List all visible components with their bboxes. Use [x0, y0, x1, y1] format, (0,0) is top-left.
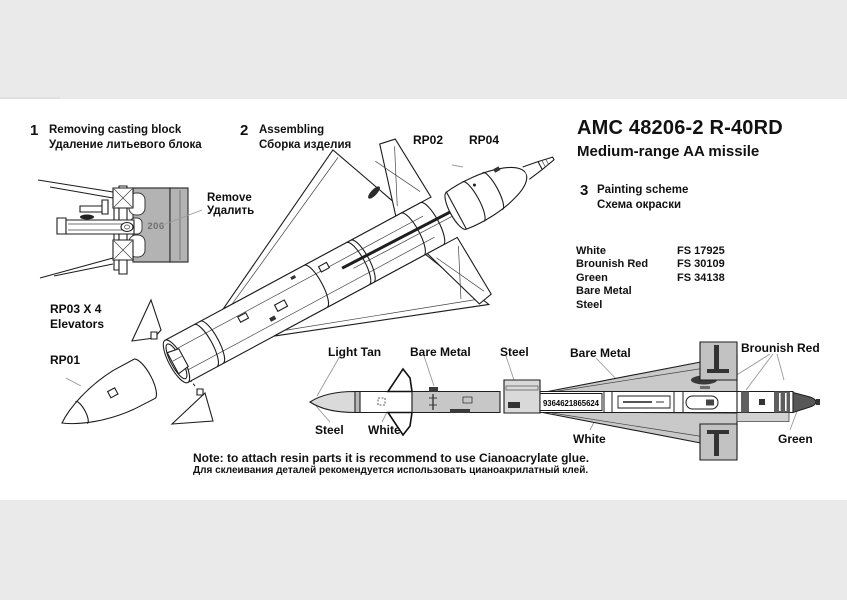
green-label: Green — [778, 432, 813, 446]
step1-title-ru: Удаление литьевого блока — [49, 138, 202, 151]
light-tan-label: Light Tan — [328, 345, 382, 359]
paint-fs-code: FS 30109 — [677, 258, 725, 271]
green-nozzle-cone — [793, 393, 816, 413]
white-bottom-right-label: White — [573, 432, 606, 446]
step3-title-ru: Схема окраски — [597, 198, 682, 211]
paint-name: Brounish Red — [576, 258, 649, 271]
nose-cone-part — [50, 353, 161, 443]
paint-table — [576, 245, 725, 312]
canard-top — [388, 369, 412, 392]
rp04-leader-line — [452, 165, 463, 167]
white-bottom-left-label: White — [368, 423, 401, 437]
kit-subtitle: Medium-range AA missile — [577, 143, 760, 160]
nose-light-tan — [310, 392, 355, 413]
elevator-fin-part — [172, 393, 213, 424]
rear-lower-slab — [737, 413, 789, 422]
brounish-red-band — [741, 392, 749, 413]
bare-metal-right-leader — [596, 358, 617, 380]
steel-fairing — [504, 380, 540, 413]
step2-title-ru: Сборка изделия — [259, 138, 352, 151]
step2-number: 2 — [240, 122, 249, 139]
step2-title-en: Assembling — [259, 124, 325, 136]
paint-name: Steel — [576, 298, 603, 311]
serial-number: 9364621865624 — [543, 399, 600, 408]
paint-row — [576, 299, 725, 312]
light-tan-leader — [317, 356, 340, 396]
glue-note — [193, 451, 590, 477]
forward-white-section — [360, 392, 412, 413]
step1-number: 1 — [30, 122, 39, 139]
paint-row — [576, 285, 725, 298]
nose-steel-ring — [355, 392, 360, 413]
rp03-elevators: Elevators — [50, 317, 105, 331]
glue-note-en: Note: to attach resin parts it is recommend to use Cianoacrylate glue. — [193, 451, 590, 465]
rp01-label: RP01 — [50, 353, 81, 367]
bare-metal-right-label: Bare Metal — [570, 346, 631, 360]
brounish-red-band — [774, 392, 790, 413]
paint-fs-code: FS 17925 — [677, 245, 725, 257]
steel-bottom-label: Steel — [315, 423, 344, 437]
brounish-red-leader — [777, 354, 784, 380]
step3-number: 3 — [580, 182, 589, 199]
step3-title-en: Painting scheme — [597, 184, 689, 196]
paint-fs-code: FS 34138 — [677, 271, 725, 284]
instruction-sheet — [0, 99, 847, 500]
bare-metal-left-leader — [424, 356, 434, 386]
paint-row — [576, 245, 725, 258]
glue-note-ru: Для склеивания деталей рекомендуется использовать цианоакрилатный клей. — [193, 465, 589, 476]
paint-row — [576, 258, 725, 271]
rp04-label: RP04 — [469, 133, 500, 147]
rp03-code: RP03 X 4 — [50, 302, 102, 316]
paint-name: Green — [576, 271, 608, 284]
kit-title: AMC 48206-2 R-40RD — [577, 117, 783, 139]
paint-row — [576, 272, 725, 285]
brounish-red-label: Brounish Red — [741, 341, 820, 355]
step3-heading — [597, 183, 688, 212]
step1-title-en: Removing casting block — [49, 124, 182, 136]
rp01-leader-line — [66, 378, 81, 386]
remove-label-en: Remove — [207, 192, 252, 204]
remove-label-ru: Удалить — [207, 205, 255, 217]
steel-top-label: Steel — [500, 345, 529, 359]
casting-block-number: 206 — [147, 221, 165, 232]
paint-name: Bare Metal — [576, 285, 632, 298]
rp03-label — [50, 302, 104, 332]
paint-name: White — [576, 245, 606, 257]
bare-metal-left-label: Bare Metal — [410, 345, 471, 359]
brounish-red-leader — [746, 354, 773, 390]
rp02-label: RP02 — [413, 133, 444, 147]
